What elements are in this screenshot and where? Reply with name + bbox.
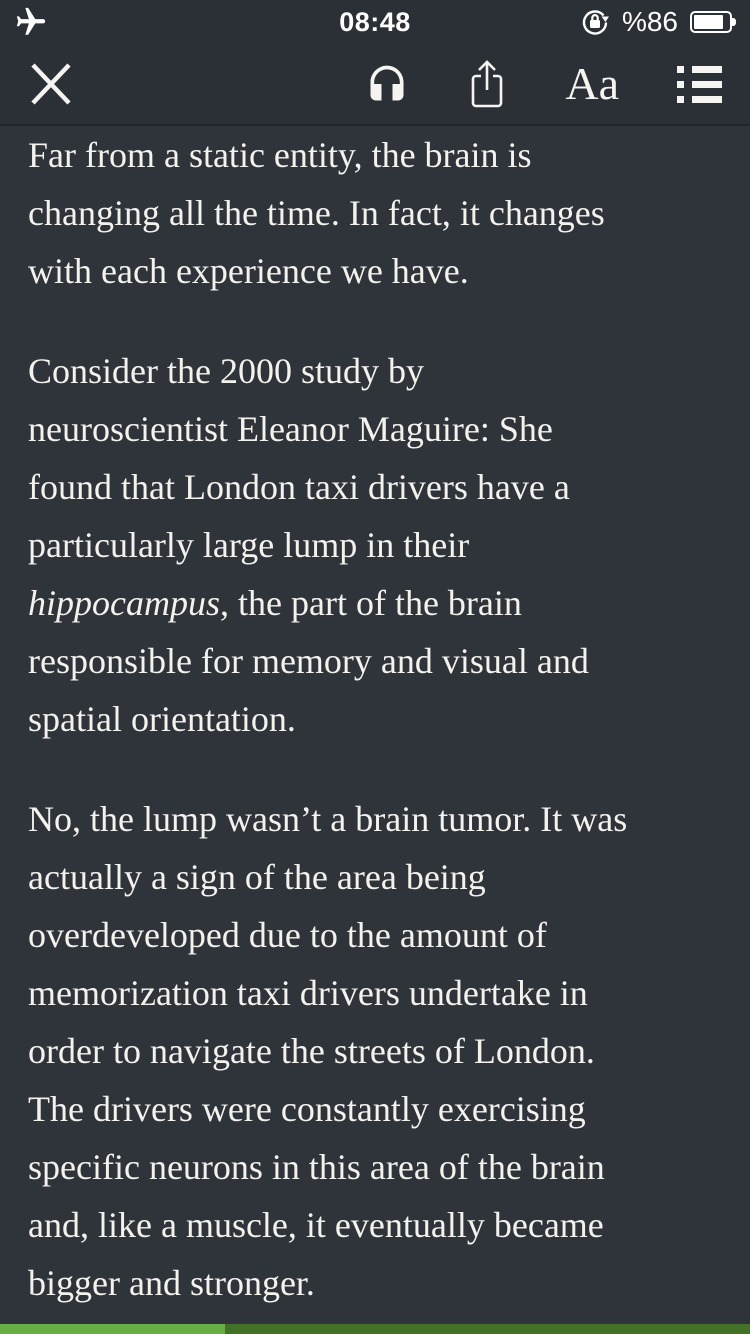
battery-percent-label: %86 — [621, 6, 678, 37]
article-paragraph: Consider the 2000 study by neuroscientist Eleanor Maguire: She found that London taxi drivers have a particularly large lump in their hippocampus, the part of the brain responsible for memory and visual and spatial orientation. — [28, 351, 589, 739]
close-button[interactable] — [28, 61, 74, 107]
article-content — [0, 126, 750, 1312]
battery-body — [690, 11, 732, 33]
display-settings-button[interactable] — [565, 58, 619, 109]
close-icon — [28, 61, 74, 107]
share-icon — [467, 59, 507, 109]
reader-toolbar — [0, 44, 750, 126]
font-settings-icon: Aa — [565, 58, 619, 109]
toolbar-actions — [365, 59, 722, 109]
list-icon — [677, 66, 722, 103]
status-bar — [0, 0, 750, 44]
battery-nub — [732, 18, 736, 26]
listen-button[interactable] — [365, 62, 409, 106]
toc-button[interactable] — [677, 66, 722, 103]
progress-fill — [0, 1324, 225, 1334]
article-paragraph: Far from a static entity, the brain is changing all the time. In fact, it changes with each experience we have. — [28, 135, 605, 291]
battery-icon — [690, 11, 736, 33]
article-paragraph: No, the lump wasn’t a brain tumor. It was actually a sign of the area being overdeveloped due to the amount of memorization taxi drivers undertake in order to navigate the streets of London. The drivers were constantly exercising specific neurons in this area of the brain and, like a muscle, it eventually became bigger and stronger. — [28, 799, 628, 1303]
status-time: 08:48 — [339, 6, 411, 37]
reading-progress-bar — [0, 1324, 750, 1334]
share-button[interactable] — [467, 59, 507, 109]
headphones-icon — [365, 62, 409, 106]
battery-fill — [694, 15, 723, 29]
